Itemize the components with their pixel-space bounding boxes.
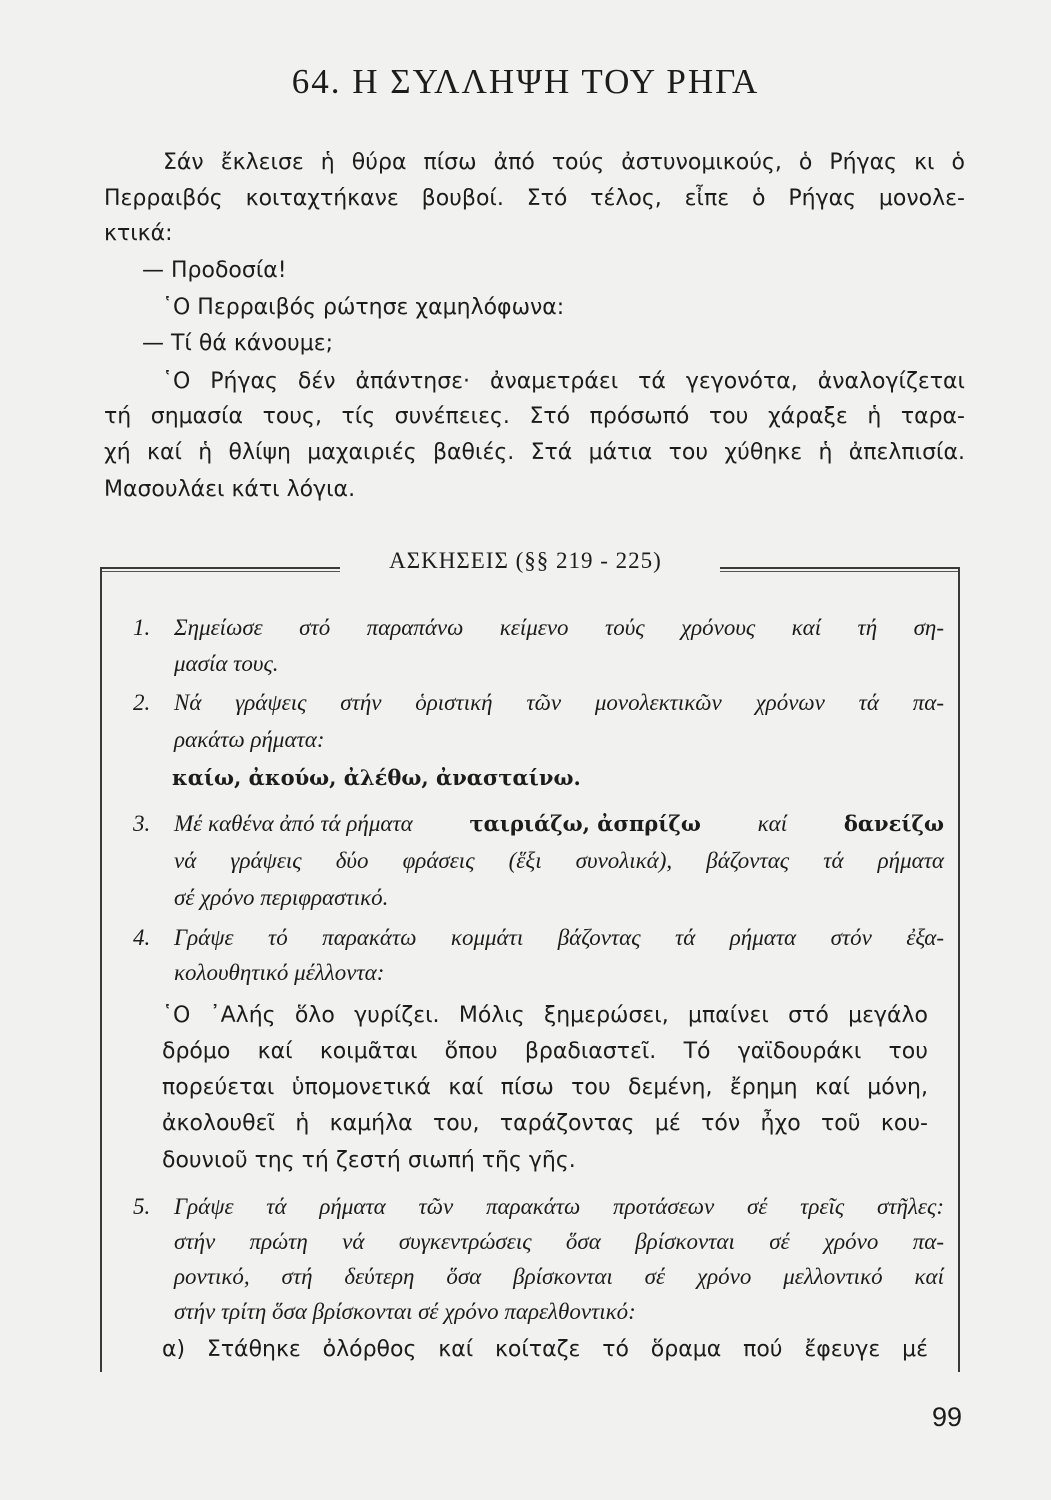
exercises-heading-text: ΑΣΚΗΣΕΙΣ (§§ 219 - 225) [375, 548, 676, 573]
story-line: — Προδοσία! [142, 258, 287, 283]
exercise-sentence: α) Στάθηκε ὀλόρθος καί κοίταζε τό ὅραμα πού ἔφευγε μέ [162, 1337, 928, 1362]
exercise-line: κολουθητικό μέλλοντα: [174, 960, 385, 985]
exercise-text: καί [757, 811, 788, 836]
exercise-line: στήν τρίτη ὅσα βρίσκονται σέ χρόνο παρελθοντικό: [174, 1299, 636, 1324]
exercise-number: 4. [133, 925, 151, 950]
exercise-line: στήν πρώτη νά συγκεντρώσεις ὅσα βρίσκονται σέ χρόνο πα- [174, 1229, 944, 1254]
exercise-verbs: δανείζω [843, 811, 944, 836]
story-line: τή σημασία τους, τίς συνέπειες. Στό πρόσωπό του χάραξε ἡ ταρα- [104, 404, 965, 429]
story-line: — Τί θά κάνουμε; [142, 331, 334, 356]
story-line: κτικά: [104, 221, 173, 246]
story-line: Μασουλάει κάτι λόγια. [104, 477, 356, 502]
exercise-text: Μέ καθένα ἀπό τά ρήματα [174, 811, 413, 836]
frame-left-rule [100, 567, 102, 1372]
exercise-line: ρακάτω ρήματα: [174, 727, 325, 752]
exercise-number: 5. [133, 1194, 151, 1219]
story-line: Σάν ἔκλεισε ἡ θύρα πίσω ἀπό τούς ἀστυνομικούς, ὁ Ρήγας κι ὁ [163, 150, 965, 175]
passage-line: ῾Ο ᾿Αλής ὅλο γυρίζει. Μόλις ξημερώσει, μπαίνει στό μεγάλο [162, 1003, 928, 1028]
exercise-line: Νά γράψεις στήν ὁριστική τῶν μονολεκτικῶν χρόνων τά πα- [174, 690, 944, 715]
page-title: 64. Η ΣΥΛΛΗΨΗ ΤΟΥ ΡΗΓΑ [291, 62, 760, 101]
exercise-line: Σημείωσε στό παραπάνω κείμενο τούς χρόνους καί τή ση- [174, 615, 944, 640]
exercise-number: 3. [133, 811, 151, 836]
story-line: ῾Ο Περραιβός ρώτησε χαμηλόφωνα: [162, 295, 565, 320]
passage-line: ἀκολουθεῖ ἡ καμήλα του, ταράζοντας μέ τόν ἦχο τοῦ κου- [162, 1111, 928, 1136]
passage-line: πορεύεται ὑπομονετικά καί πίσω του δεμένη, ἔρημη καί μόνη, [162, 1075, 928, 1100]
exercises-heading [0, 548, 1051, 574]
exercise-line: Γράψε τό παρακάτω κομμάτι βάζοντας τά ρήματα στόν ἐξα- [174, 925, 944, 950]
exercise-line: ροντικό, στή δεύτερη ὅσα βρίσκονται σέ χρόνο μελλοντικό καί [174, 1264, 944, 1289]
exercise-line: σέ χρόνο περιφραστικό. [174, 885, 389, 910]
story-line: ῾Ο Ρήγας δέν ἀπάντησε· ἀναμετράει τά γεγονότα, ἀναλογίζεται [162, 369, 965, 394]
exercise-line: Γράψε τά ρήματα τῶν παρακάτω προτάσεων σέ τρεῖς στῆλες: [174, 1194, 944, 1219]
exercise-verbs: ταιριάζω, ἀσπρίζω [469, 811, 701, 836]
exercise-line-mixed [174, 811, 944, 837]
exercise-line: νά γράψεις δύο φράσεις (ἕξι συνολικά), βάζοντας τά ρήματα [174, 848, 944, 873]
passage-line: δουνιοῦ της τή ζεστή σιωπή τῆς γῆς. [162, 1148, 576, 1173]
frame-right-rule [958, 567, 960, 1372]
page-number: 99 [932, 1402, 963, 1432]
exercise-verbs: καίω, ἀκούω, ἀλέθω, ἀνασταίνω. [172, 765, 581, 790]
story-line: Περραιβός κοιταχτήκανε βουβοί. Στό τέλος, εἶπε ὁ Ρήγας μονολε- [104, 186, 965, 211]
exercise-number: 1. [133, 615, 151, 640]
exercise-line: μασία τους. [174, 651, 279, 676]
passage-line: δρόμο καί κοιμᾶται ὅπου βραδιαστεῖ. Τό γαϊδουράκι του [162, 1039, 928, 1064]
story-line: χή καί ἡ θλίψη μαχαιριές βαθιές. Στά μάτια του χύθηκε ἡ ἀπελπισία. [104, 440, 965, 465]
exercise-number: 2. [133, 690, 151, 715]
